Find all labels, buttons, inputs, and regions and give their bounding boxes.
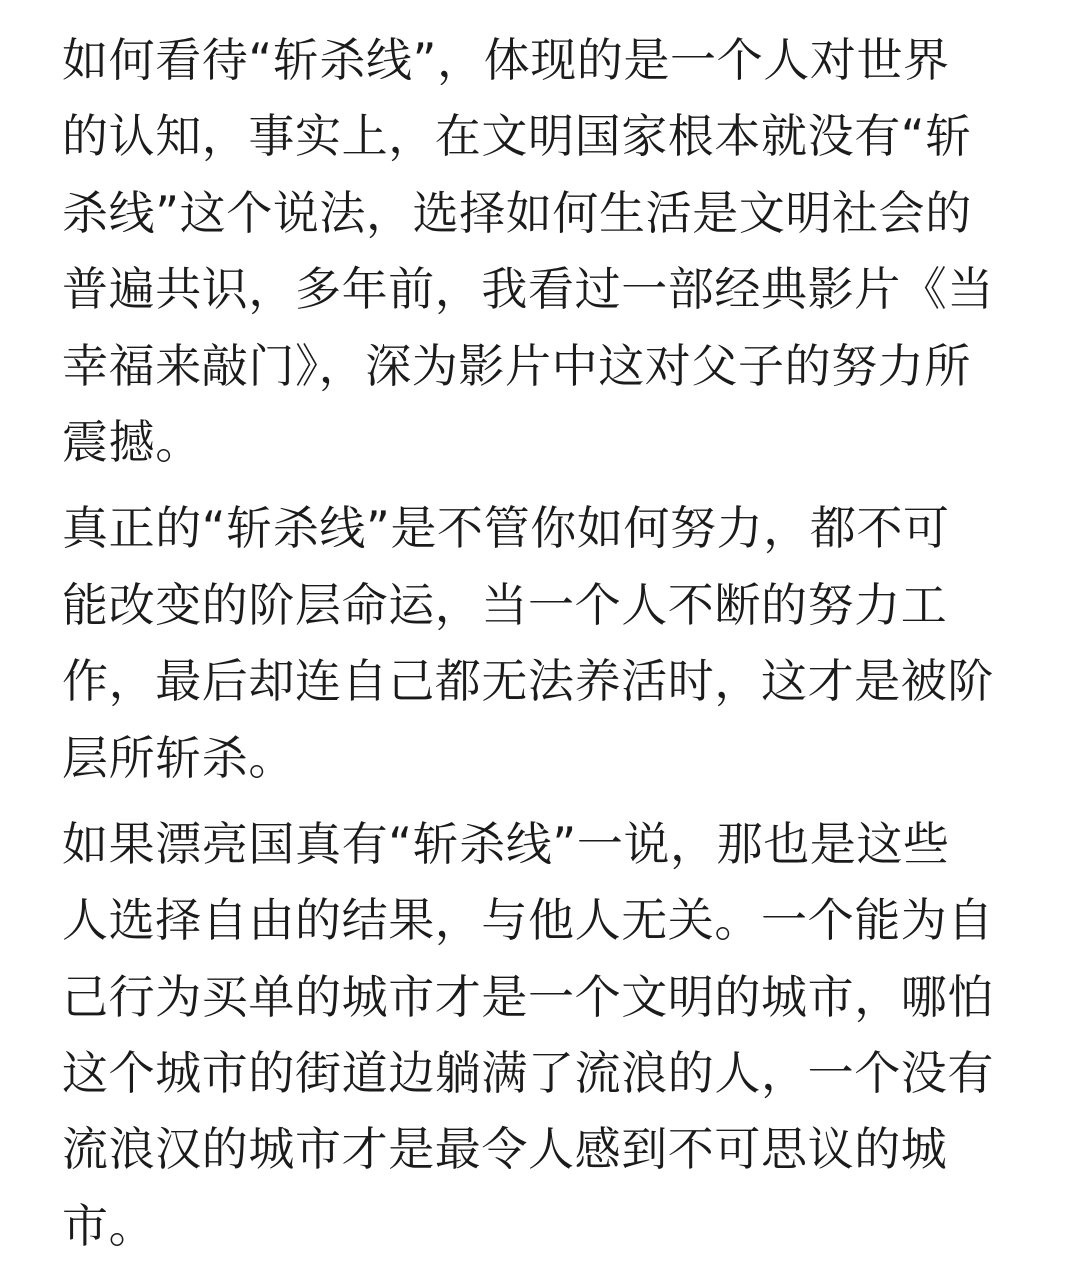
text-line: 普遍共识，多年前，我看过一部经典影片《当 (62, 262, 994, 317)
text-line: 己行为买单的城市才是一个文明的城市，哪怕 (62, 969, 994, 1024)
paragraph-1 (62, 22, 1032, 480)
text-line: 人选择自由的结果，与他人无关。一个能为自 (62, 893, 994, 948)
text-line-content: 这个城市的街道边躺满了流浪的人，一个没有 (62, 1046, 994, 1101)
text-line: 能改变的阶层命运，当一个人不断的努力工 (62, 577, 948, 632)
paragraph-3 (62, 806, 1032, 1264)
article-body (62, 22, 1032, 1274)
text-line: 如果漂亮国真有“斩杀线”一说，那也是这些 (62, 816, 950, 871)
text-line: 市。 (62, 1198, 156, 1253)
text-line: 层所斩杀。 (62, 730, 295, 785)
text-line: 杀线”这个说法，选择如何生活是文明社会的 (62, 185, 972, 240)
text-line: 震撼。 (62, 414, 202, 469)
text-line: 的认知，事实上，在文明国家根本就没有“斩 (62, 109, 972, 164)
text-line (62, 1035, 1032, 1111)
text-line: 如何看待“斩杀线”，体现的是一个人对世界 (62, 33, 950, 87)
text-line: 作，最后却连自己都无法养活时，这才是被阶 (62, 654, 994, 709)
text-line: 流浪汉的城市才是最令人感到不可思议的城 (62, 1122, 948, 1177)
text-line: 真正的“斩杀线”是不管你如何努力，都不可 (62, 501, 950, 556)
paragraph-2 (62, 490, 1032, 796)
text-line: 幸福来敲门》，深为影片中这对父子的努力所 (62, 338, 971, 393)
